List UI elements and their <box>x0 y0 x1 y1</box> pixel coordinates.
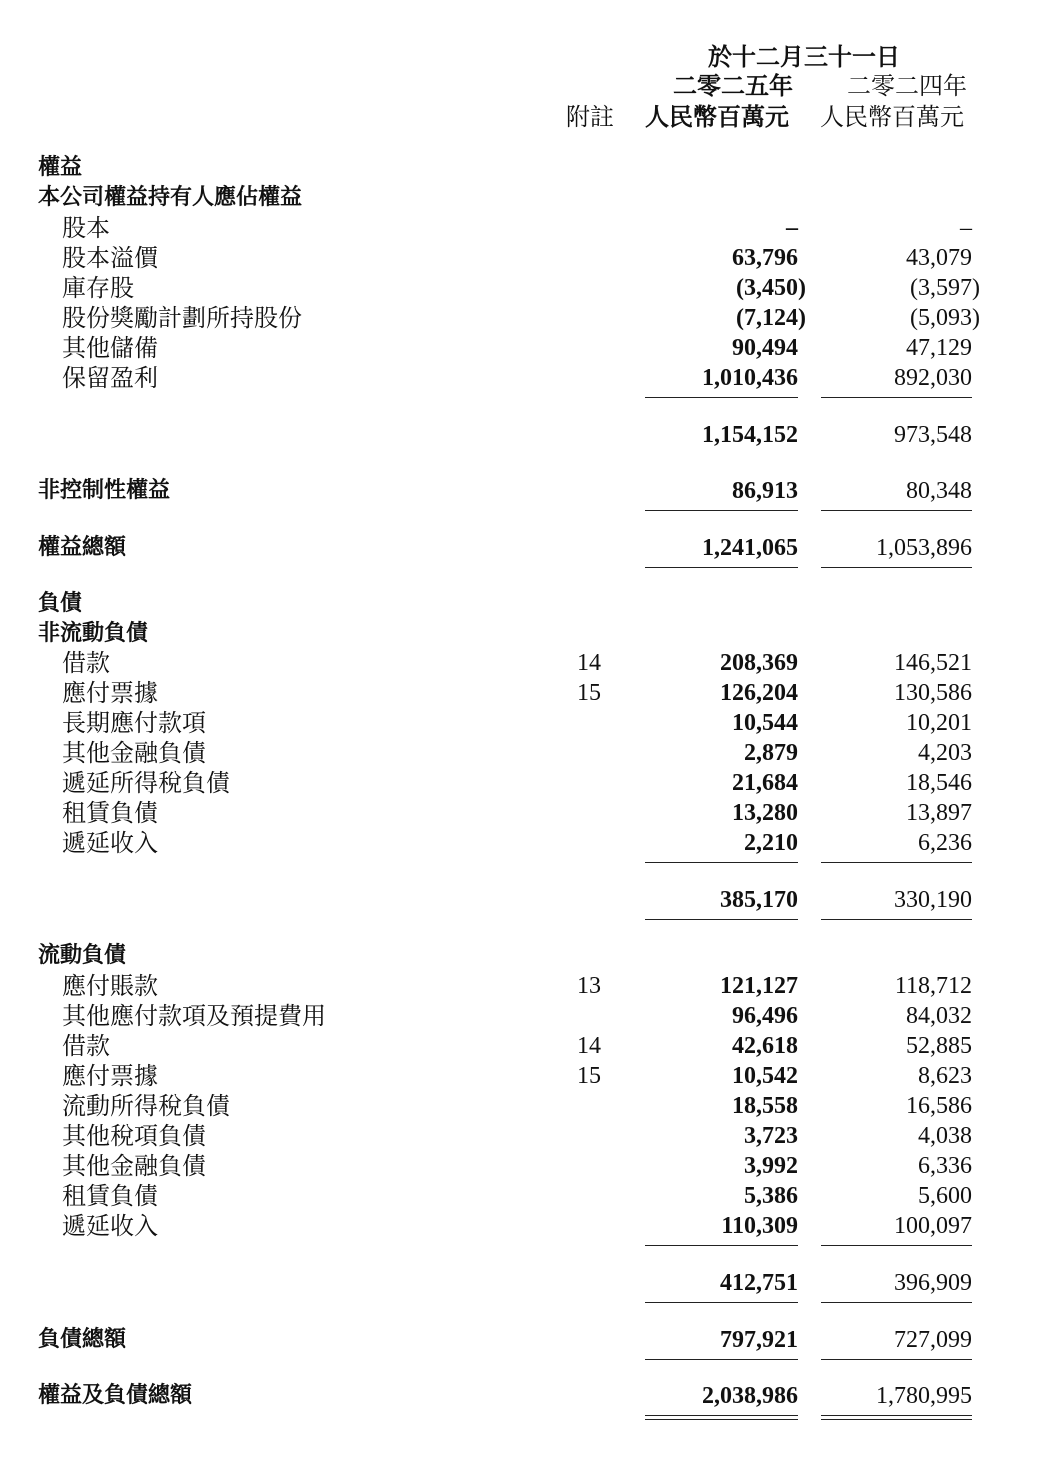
total-rule <box>821 567 972 568</box>
value-2025: 1,010,436 <box>702 365 798 391</box>
value-2024: 5,600 <box>918 1183 972 1209</box>
unit-2025-header: 人民幣百萬元 <box>645 102 789 131</box>
row-label: 庫存股 <box>62 274 134 302</box>
value-2025: 110,309 <box>721 1213 798 1239</box>
subtotal-rule <box>821 1302 972 1303</box>
row-label: 權益 <box>38 155 83 180</box>
value-2024: 16,586 <box>906 1093 972 1119</box>
row-label: 遞延所得稅負債 <box>62 769 230 797</box>
value-2024: 4,203 <box>918 740 972 766</box>
table-row <box>0 1151 1054 1181</box>
value-2024: 100,097 <box>894 1213 972 1239</box>
double-rule <box>645 1415 798 1420</box>
double-rule <box>821 1415 972 1420</box>
table-row <box>0 243 1054 273</box>
table-row <box>0 333 1054 363</box>
subtotal-rule <box>645 862 798 863</box>
note-ref: 15 <box>577 680 601 706</box>
row-label: 權益及負債總額 <box>38 1383 193 1408</box>
total-rule <box>821 1359 972 1360</box>
table-row <box>0 678 1054 708</box>
value-2025: 42,618 <box>732 1033 798 1059</box>
note-ref: 14 <box>577 650 601 676</box>
value-2024: 130,586 <box>894 680 972 706</box>
table-row <box>0 1091 1054 1121</box>
row-label: 其他金融負債 <box>62 1152 206 1180</box>
value-2024: 8,623 <box>918 1063 972 1089</box>
subtotal-rule <box>821 919 972 920</box>
value-2024: – <box>960 215 972 241</box>
subtotal-row <box>0 1268 1054 1298</box>
table-row <box>0 828 1054 858</box>
value-2024: (3,597) <box>910 275 980 301</box>
table-row <box>0 1121 1054 1151</box>
value-2024: 6,336 <box>918 1153 972 1179</box>
table-row <box>0 1061 1054 1091</box>
value-2024: 4,038 <box>918 1123 972 1149</box>
value-2025: 10,542 <box>732 1063 798 1089</box>
row-label: 權益總額 <box>38 535 127 560</box>
value-2025: (3,450) <box>736 275 806 301</box>
subtotal-rule <box>821 1245 972 1246</box>
row-label: 股本溢價 <box>62 244 158 272</box>
row-label: 負債總額 <box>38 1327 127 1352</box>
row-label: 其他應付款項及預提費用 <box>62 1002 326 1030</box>
row-label: 其他儲備 <box>62 334 158 362</box>
total-rule <box>645 1359 798 1360</box>
grand-total-row <box>0 1381 1054 1411</box>
row-label: 應付票據 <box>62 679 158 707</box>
note-ref: 14 <box>577 1033 601 1059</box>
table-row <box>0 1181 1054 1211</box>
value-2025: 10,544 <box>732 710 798 736</box>
value-2024: 84,032 <box>906 1003 972 1029</box>
note-ref: 13 <box>577 973 601 999</box>
table-row <box>0 768 1054 798</box>
value-2025: – <box>786 215 798 241</box>
row-label: 流動所得稅負債 <box>62 1092 230 1120</box>
subtotal-rule <box>645 510 798 511</box>
subtotal-rule <box>645 919 798 920</box>
year-2024-header: 二零二四年 <box>847 72 967 100</box>
value-2024: 727,099 <box>894 1327 972 1353</box>
value-2025: 21,684 <box>732 770 798 796</box>
row-label: 借款 <box>62 649 110 677</box>
row-label: 租賃負債 <box>62 1182 158 1210</box>
table-row <box>0 648 1054 678</box>
value-2025: 18,558 <box>732 1093 798 1119</box>
value-2025: 126,204 <box>720 680 798 706</box>
table-row <box>0 363 1054 393</box>
table-row <box>0 1211 1054 1241</box>
total-rule <box>645 567 798 568</box>
value-2025: 5,386 <box>744 1183 798 1209</box>
value-2025: 412,751 <box>720 1270 798 1296</box>
value-2024: 18,546 <box>906 770 972 796</box>
value-2025: 13,280 <box>732 800 798 826</box>
value-2024: 892,030 <box>894 365 972 391</box>
section-subheading <box>0 619 1054 649</box>
value-2024: (5,093) <box>910 305 980 331</box>
value-2025: 86,913 <box>732 478 798 504</box>
value-2025: 2,038,986 <box>702 1383 798 1409</box>
row-label: 應付票據 <box>62 1062 158 1090</box>
table-row <box>0 738 1054 768</box>
subtotal-row <box>0 420 1054 450</box>
subtotal-row <box>0 885 1054 915</box>
row-label: 其他金融負債 <box>62 739 206 767</box>
value-2024: 52,885 <box>906 1033 972 1059</box>
value-2025: 1,241,065 <box>702 535 798 561</box>
total-row <box>0 533 1054 563</box>
table-row <box>0 273 1054 303</box>
note-ref: 15 <box>577 1063 601 1089</box>
table-row <box>0 971 1054 1001</box>
table-row <box>0 1031 1054 1061</box>
subtotal-rule <box>821 862 972 863</box>
row-label: 保留盈利 <box>62 364 158 392</box>
table-row <box>0 1001 1054 1031</box>
value-2024: 330,190 <box>894 887 972 913</box>
table-row <box>0 476 1054 506</box>
table-row <box>0 708 1054 738</box>
row-label: 負債 <box>38 591 83 616</box>
value-2025: 208,369 <box>720 650 798 676</box>
value-2024: 6,236 <box>918 830 972 856</box>
year-2025-header: 二零二五年 <box>673 71 793 100</box>
date-header: 於十二月三十一日 <box>708 42 900 71</box>
row-label: 應付賬款 <box>62 972 158 1000</box>
subtotal-rule <box>821 397 972 398</box>
row-label: 非流動負債 <box>38 621 149 646</box>
subtotal-rule <box>821 510 972 511</box>
subtotal-rule <box>645 1245 798 1246</box>
value-2025: 96,496 <box>732 1003 798 1029</box>
value-2025: (7,124) <box>736 305 806 331</box>
unit-2024-header: 人民幣百萬元 <box>820 103 964 131</box>
section-heading <box>0 153 1054 183</box>
value-2025: 63,796 <box>732 245 798 271</box>
value-2025: 3,992 <box>744 1153 798 1179</box>
row-label: 流動負債 <box>38 943 127 968</box>
subtotal-rule <box>645 1302 798 1303</box>
value-2025: 797,921 <box>720 1327 798 1353</box>
row-label: 遞延收入 <box>62 1212 158 1240</box>
value-2024: 146,521 <box>894 650 972 676</box>
value-2025: 2,879 <box>744 740 798 766</box>
subtotal-rule <box>645 397 798 398</box>
value-2025: 385,170 <box>720 887 798 913</box>
value-2024: 13,897 <box>906 800 972 826</box>
value-2025: 1,154,152 <box>702 422 798 448</box>
table-row <box>0 213 1054 243</box>
value-2025: 2,210 <box>744 830 798 856</box>
value-2025: 121,127 <box>720 973 798 999</box>
value-2024: 396,909 <box>894 1270 972 1296</box>
note-column-header: 附註 <box>566 103 614 131</box>
value-2024: 10,201 <box>906 710 972 736</box>
section-subheading <box>0 941 1054 971</box>
value-2024: 1,780,995 <box>876 1383 972 1409</box>
value-2025: 3,723 <box>744 1123 798 1149</box>
value-2024: 47,129 <box>906 335 972 361</box>
value-2024: 118,712 <box>894 973 972 999</box>
row-label: 股本 <box>62 214 110 242</box>
value-2024: 1,053,896 <box>876 535 972 561</box>
row-label: 其他稅項負債 <box>62 1122 206 1150</box>
row-label: 非控制性權益 <box>38 478 171 503</box>
section-heading <box>0 589 1054 619</box>
value-2024: 80,348 <box>906 478 972 504</box>
value-2024: 43,079 <box>906 245 972 271</box>
table-row <box>0 798 1054 828</box>
row-label: 借款 <box>62 1032 110 1060</box>
row-label: 遞延收入 <box>62 829 158 857</box>
value-2025: 90,494 <box>732 335 798 361</box>
table-row <box>0 303 1054 333</box>
section-subheading <box>0 183 1054 213</box>
row-label: 租賃負債 <box>62 799 158 827</box>
row-label: 股份獎勵計劃所持股份 <box>62 304 302 332</box>
value-2024: 973,548 <box>894 422 972 448</box>
row-label: 本公司權益持有人應佔權益 <box>38 185 303 210</box>
row-label: 長期應付款項 <box>62 709 206 737</box>
total-row <box>0 1325 1054 1355</box>
